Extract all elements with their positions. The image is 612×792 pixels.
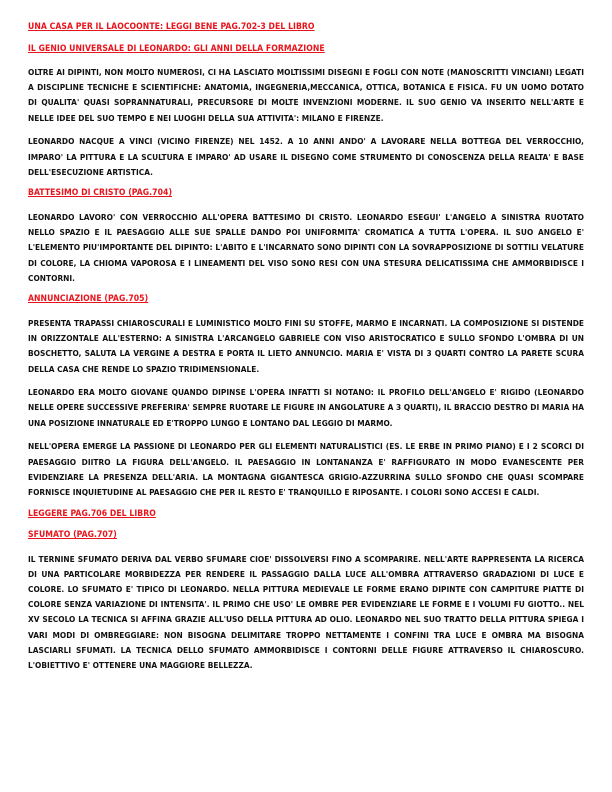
heading-battesimo: BATTESIMO DI CRISTO (PAG.704) (28, 188, 173, 199)
heading-genio-universale: IL GENIO UNIVERSALE DI LEONARDO: GLI ANNI DELLA FORMAZIONE (28, 43, 325, 54)
paragraph-sfumato: IL TERNINE SFUMATO DERIVA DAL VERBO SFUMARE CIOE' DISSOLVERSI FINO A SCOMPARIRE. NELL'ARTE RAPPRESENTA LA RICERCA DI UNA PARTICOLARE MORBIDEZZA PER RENDERE IL PASSAGGIO DALLA LUCE ALL'OMBRA ATTRAVERSO GRADAZIONI DI LUCE E COLORE. LO SFUMATO E' TIPICO DI LEONARDO. NELLA PITTURA MEDIEVALE LE FORME ERANO DIPINTE CON CAMPITURE PIATTE DI COLORE SENZA VARIAZIONE DI INTENSITA'. IL PRIMO CHE USO' LE OMBRE PER EVIDENZIARE LE FORME E I VOLUMI FU GIOTTO.. NEL XV SECOLO LA TECNICA SI AFFINA GRAZIE ALL'USO DELLA PITTURA AD OLIO. LEONARDO NEL SUO TRATTO DELLA PITTURA SPIEGA I VARI MODI DI OMBREGGIARE: NON BISOGNA DELIMITARE TROPPO NETTAMENTE I CONFINI TRA LUCE E OMBRA MA BISOGNA LASCIARLI SFUMATI. LA TECNICA DELLO SFUMATO AMMORBIDISCE I CONTORNI DELLE FIGURE ATTRAVERSO IL CHIAROSCURO. L'OBIETTIVO E' OTTENERE UNA MAGGIORE BELLEZZA. (28, 553, 584, 671)
paragraph-battesimo: LEONARDO LAVORO' CON VERROCCHIO ALL'OPERA BATTESIMO DI CRISTO. LEONARDO ESEGUI' L'ANGELO A SINISTRA RUOTATO NELLO SPAZIO E IL PAESAGGIO ALLE SUE SPALLE DANDO POI UNIFORMITA' CROMATICA A TUTTA L'OPERA. IL SUO ANGELO E' L'ELEMENTO PIU'IMPORTANTE DEL DIPINTO: L'ABITO E L'INCARNATO SONO DIPINTI CON LA SOVRAPPOSIZIONE DI SOTTILI VELATURE DI COLORE, LA CHIOMA VAPOROSA E I LINEAMENTI DEL VISO SONO RESI CON UNA STESURA DELICATISSIMA CHE AMMORBIDISCE I CONTORNI. (28, 211, 584, 283)
paragraph-annunciazione-giovane: LEONARDO ERA MOLTO GIOVANE QUANDO DIPINSE L'OPERA INFATTI SI NOTANO: IL PROFILO DELL'ANGELO E' RIGIDO (LEONARDO NELLE OPERE SUCCESSIVE PREFERIRA' SEMPRE RUOTARE LE FIGURE IN ANGOLATURE A 3 QUARTI), IL BRACCIO DESTRO DI MARIA HA UNA POSIZIONE INNATURALE ED E'TROPPO LUNGO E LONTANO DAL LEGGIO DI MARMO. (28, 387, 584, 428)
heading-laocoonte: UNA CASA PER IL LAOCOONTE: LEGGI BENE PAG.702-3 DEL LIBRO (28, 22, 315, 32)
paragraph-annunciazione-composizione: PRESENTA TRAPASSI CHIAROSCURALI E LUMINISTICO MOLTO FINI SU STOFFE, MARMO E INCARNATI. LA COMPOSIZIONE SI DISTENDE IN ORIZZONTALE ALL'ESTERNO: A SINISTRA L'ARCANGELO GABRIELE CON VISO ARISTOCRATICO E SULLO SFONDO L'OMBRA DI UN BOSCHETTO, SALUTA LA VERGINE A DESTRA E PORTA IL LIETO ANNUNCIO. MARIA E' VISTA DI 3 QUARTI CONTRO LA PARETE SCURA DELLA CASA CHE RENDE LO SPAZIO TRIDIMENSIONALE. (28, 317, 584, 374)
paragraph-nascita-vinci: LEONARDO NACQUE A VINCI (VICINO FIRENZE) NEL 1452. A 10 ANNI ANDO' A LAVORARE NELLA BOTTEGA DEL VERROCCHIO, IMPARO' LA PITTURA E LA SCULTURA E IMPARO' AD USARE IL DISEGNO COME STRUMENTO DI CONOSCENZA DELLA REALTA' E BASE DELL'ESECUZIONE ARTISTICA. (28, 136, 584, 177)
paragraph-annunciazione-natura: NELL'OPERA EMERGE LA PASSIONE DI LEONARDO PER GLI ELEMENTI NATURALISTICI (ES. LE ERBE IN PRIMO PIANO) E I 2 SCORCI DI PAESAGGIO DIITRO LA FIGURA DELL'ANGELO. IL PAESAGGIO IN LONTANANZA E' RAFFIGURATO IN MODO EVANESCENTE PER EVIDENZIARE LA PRESENZA DELL'ARIA. LA MONTAGNA GIGANTESCA GRIGIO-AZZURRINA SULLO SFONDO CHE QUASI SCOMPARE FORNISCE INQUIETUDINE AL PAESAGGIO CHE PER IL RESTO E' TRANQUILLO E RIPOSANTE. I COLORI SONO ACCESI E CALDI. (28, 441, 584, 497)
paragraph-dipinti-disegni: OLTRE AI DIPINTI, NON MOLTO NUMEROSI, CI HA LASCIATO MOLTISSIMI DISEGNI E FOGLI CON NOTE (MANOSCRITTI VINCIANI) LEGATI A DISCIPLINE TECNICHE E SCIENTIFICHE: ANATOMIA, INGEGNERIA,MECCANICA, OTTICA, BOTANICA E FISICA. FU UN UOMO DOTATO DI QUALITA' QUASI SOPRANNATURALI, PRECURSORE DI MOLTE INVENZIONI MODERNE. IL SUO GENIO VA INSERITO NELL'ARTE E NELLE IDEE DEL SUO TEMPO E NEI LUOGHI DELLA SUA ATTIVITA': MILANO E FIRENZE. (28, 67, 584, 123)
heading-annunciazione: ANNUNCIAZIONE (PAG.705) (28, 294, 149, 305)
heading-sfumato: SFUMATO (PAG.707) (28, 530, 117, 541)
heading-leggere-libro: LEGGERE PAG.706 DEL LIBRO (28, 508, 156, 519)
